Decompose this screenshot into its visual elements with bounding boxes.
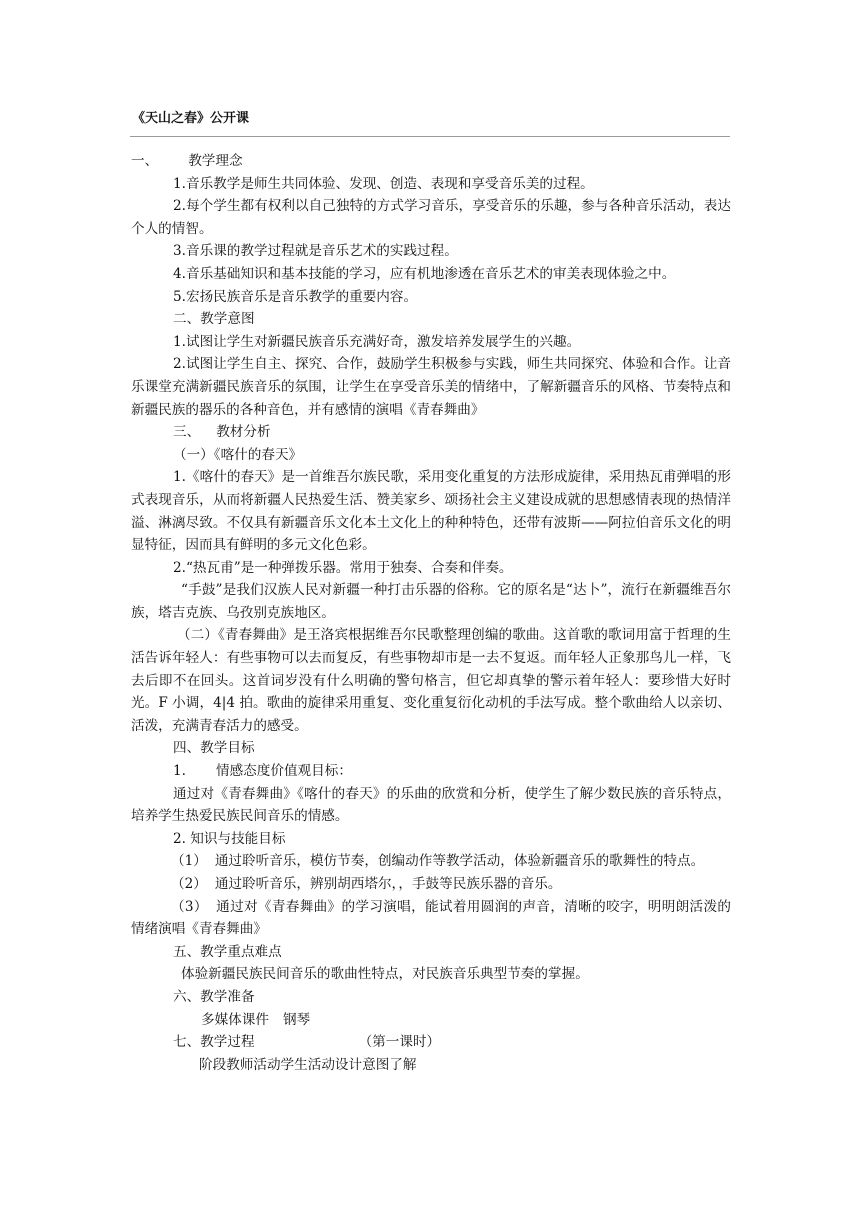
section-heading-7-text: 七、教学过程 (173, 1034, 255, 1051)
goal-2-heading: 2. 知识与技能目标 (173, 830, 286, 847)
goal-1-number: 1. (173, 763, 186, 780)
process-text: 阶段教师活动学生活动设计意图了解 (199, 1056, 417, 1073)
preparation-items (131, 1009, 731, 1032)
header-title: 《天山之春》公开课 (132, 111, 250, 126)
section-heading-3-text: 教材分析 (216, 424, 271, 441)
header-rule (130, 136, 730, 137)
principle-item-1: 1.音乐教学是师生共同体验、发现、创造、表现和享受音乐美的过程。 (173, 175, 594, 192)
material-paragraph-4: （二）《青春舞曲》是王洛宾根据维吾尔民歌整理创编的歌曲。这首歌的歌词用富于哲理的生活告诉年轻人：有些事物可以去而复反，有些事物却市是一去不复返。而年轻人正象那鸟儿一样，飞去后即不在回头。这首词岁没有什么明确的警句格言，但它却真挚的警示着年轻人：要珍惜大好时光。F 小调，4|4 拍。歌曲的旋律采用重复、变化重复衍化动机的手法写成。整个歌曲给人以亲切、活泼，充满青春活力的感受。 (131, 627, 731, 734)
document-body (131, 150, 731, 1076)
intent-item-1: 1.试图让学生对新疆民族音乐充满好奇，激发培养发展学生的兴趣。 (173, 333, 581, 350)
goal-1-text: 通过对《青春舞曲》《喀什的春天》的乐曲的欣赏和分析，使学生了解少数民族的音乐特点，培养学生热爱民族民间音乐的情感。 (131, 785, 731, 825)
section-heading-1-text: 教学理念 (188, 153, 243, 169)
skill-item-1 (131, 850, 731, 873)
skill-item-3 (131, 896, 731, 941)
preparation-item-1: 多媒体课件 (201, 1011, 269, 1028)
principle-item-5: 5.宏扬民族音乐是音乐教学的重要内容。 (173, 288, 418, 305)
skill-item-1-number: （1） (171, 853, 207, 870)
goal-1-title: 情感态度价值观目标： (215, 763, 352, 780)
principle-item-3: 3.音乐课的教学过程就是音乐艺术的实践过程。 (173, 243, 458, 260)
section-heading-1 (131, 150, 731, 173)
goal-1-heading (131, 760, 731, 783)
skill-item-3-number: （3） (171, 898, 208, 915)
skill-item-1-text: 通过聆听音乐，模仿节奏，创编动作等教学活动，体验新疆音乐的歌舞性的特点。 (214, 853, 705, 870)
section-heading-2: 二、教学意图 (173, 311, 255, 328)
section-heading-1-number: 一、 (131, 153, 159, 169)
skill-item-2-text: 通过聆听音乐，辨别胡西塔尔，，手鼓等民族乐器的音乐。 (214, 876, 562, 892)
section-heading-3 (131, 421, 731, 444)
lesson-note: （第一课时） (358, 1034, 441, 1051)
skill-item-2-number: （2） (171, 876, 207, 892)
section-heading-5: 五、教学重点难点 (173, 943, 282, 960)
material-subheading-1: （一）《喀什的春天》 (173, 446, 303, 463)
material-paragraph-1: 1.《喀什的春天》是一首维吾尔族民歌，采用变化重复的方法形成旋律，采用热瓦甫弹唱的形式表现音乐，从而将新疆人民热爱生活、赞美家乡、颂扬社会主义建设成就的思想感情表现的热情洋溢、淋漓尽致。不仅具有新疆音乐文化本土文化上的种种特色，还带有波斯——阿拉伯音乐文化的明显特征，因而具有鲜明的多元文化色彩。 (131, 469, 731, 554)
section-heading-6: 六、教学准备 (173, 988, 255, 1005)
intent-item-2: 2.试图让学生自主、探究、合作，鼓励学生积极参与实践，师生共同探究、体验和合作。让音乐课堂充满新疆民族音乐的氛围，让学生在享受音乐美的情绪中，了解新疆音乐的风格、节奏特点和新疆民族的器乐的各种音色，并有感情的演唱《青春舞曲》 (131, 356, 731, 418)
section-heading-4: 四、教学目标 (173, 740, 255, 757)
material-paragraph-3: “手鼓”是我们汉族人民对新疆一种打击乐器的俗称。它的原名是“达卜”，流行在新疆维吾尔族，塔吉克族、乌孜别克族地区。 (131, 582, 731, 621)
key-points-text: 体验新疆民族民间音乐的歌曲性特点，对民族音乐典型节奏的掌握。 (181, 966, 589, 983)
principle-item-4: 4.音乐基础知识和基本技能的学习，应有机地渗透在音乐艺术的审美表现体验之中。 (173, 265, 676, 282)
skill-item-3-text: 通过对《青春舞曲》的学习演唱，能试着用圆润的声音，清晰的咬字，明明朗活泼的情绪演唱《青春舞曲》 (131, 898, 731, 938)
section-heading-3-number: 三、 (173, 424, 201, 441)
principle-item-2: 2.每个学生都有权利以自己独特的方式学习音乐，享受音乐的乐趣，参与各种音乐活动，表达个人的情智。 (131, 198, 731, 237)
section-heading-7 (131, 1031, 731, 1054)
skill-item-2 (131, 873, 731, 896)
material-paragraph-2: 2.“热瓦甫”是一种弹拨乐器。常用于独奏、合奏和伴奏。 (173, 559, 513, 576)
preparation-item-2: 钢琴 (282, 1011, 311, 1028)
